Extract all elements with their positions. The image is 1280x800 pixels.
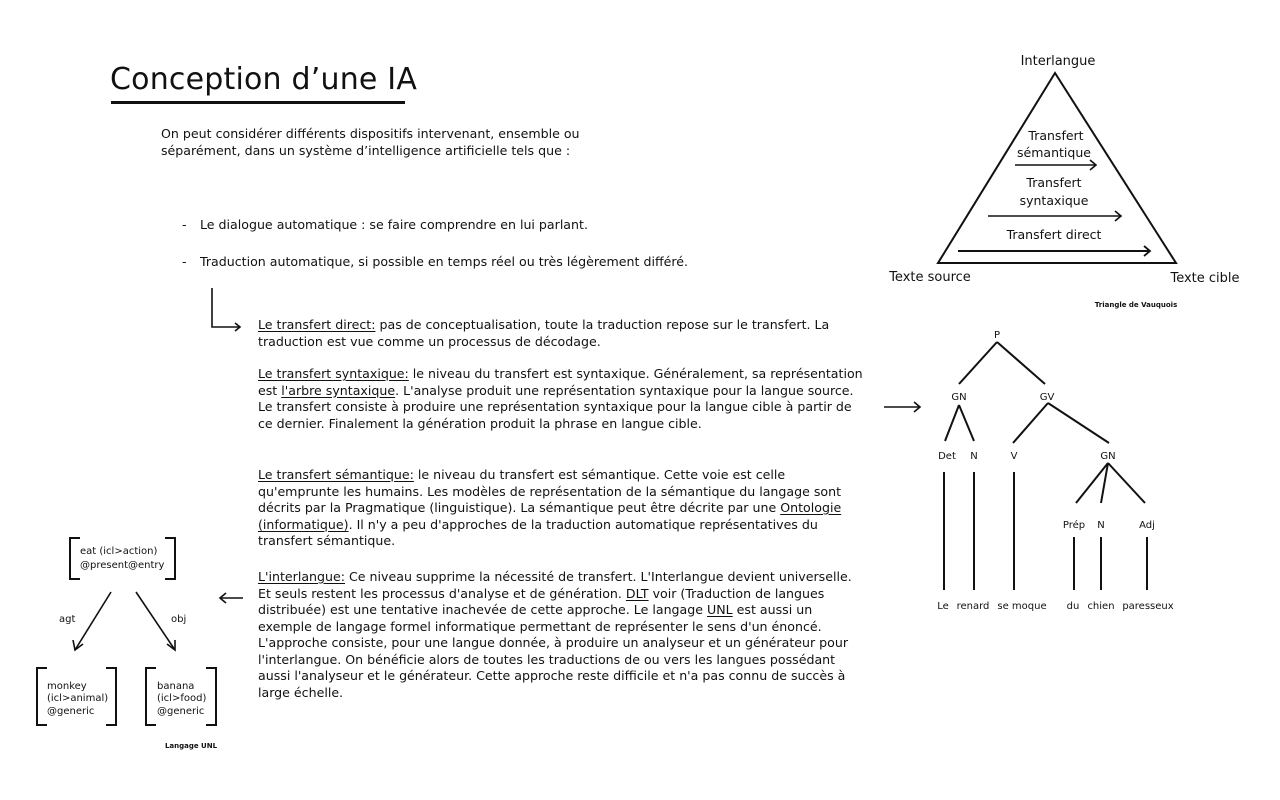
- caption-unl: Langage UNL: [164, 742, 218, 750]
- unl-diagram: [30, 525, 240, 755]
- unl-edge-obj: obj: [171, 614, 187, 625]
- bullet-dash: -: [182, 217, 187, 232]
- elbow-arrow-icon: [200, 285, 250, 335]
- node-gv: GV: [1039, 392, 1055, 403]
- section-text: pas de conceptualisation, toute la traduction repose sur le transfert. La traduction est vue comme un processus de décodage.: [258, 317, 830, 349]
- section-text: . Il n'y a peu d'approches de la traduction automatique représentatives du transfert sémantique.: [258, 516, 818, 548]
- word-leaf: paresseux: [1122, 601, 1174, 612]
- arrow-semantique-icon: [1015, 160, 1096, 170]
- section-transfert-direct: [258, 317, 868, 350]
- bullet-dash: -: [182, 254, 187, 269]
- word-leaf: du: [1066, 601, 1080, 612]
- tree-edges: [944, 342, 1147, 590]
- arrow-obj-icon: [136, 592, 175, 650]
- label-texte-cible: Texte cible: [1170, 271, 1240, 286]
- section-transfert-syntaxique: [258, 366, 868, 432]
- term-interlangue: L'interlangue:: [258, 569, 345, 584]
- node-det: Det: [938, 451, 956, 462]
- word-leaf: se moque: [997, 601, 1047, 612]
- link-ontologie[interactable]: Ontologie (informatique): [258, 500, 842, 532]
- link-dlt[interactable]: DLT: [625, 585, 649, 601]
- node-n: N: [970, 451, 978, 462]
- unl-right-line1: banana: [157, 681, 195, 692]
- unl-left-line2: (icl>animal): [47, 693, 109, 704]
- title-underline: [111, 101, 405, 104]
- section-text: est aussi un exemple de langage formel informatique permettant de représenter le sens d'un énoncé. L'approche consiste, pour une langue donnée, à produire un analyseur et un générateur pour l'interlangue. On bénéficie alors de toutes les traductions de ou vers les langues possédant aussi l'analyseur et le générateur. Cette approche reste difficile et n'a pas connu de succès à large échelle.: [258, 602, 849, 700]
- section-transfert-semantique: [258, 467, 868, 550]
- node-p: P: [993, 330, 1001, 341]
- node-gn: GN: [951, 392, 967, 403]
- unl-left-line1: monkey: [47, 681, 87, 692]
- label-semantique-2: sémantique: [1017, 145, 1091, 160]
- label-syntaxique-2: syntaxique: [1019, 193, 1089, 208]
- arrow-direct-icon: [958, 246, 1150, 256]
- node-adj: Adj: [1139, 520, 1155, 531]
- node-prep: Prép: [1062, 520, 1086, 531]
- unl-edge-agt: agt: [59, 614, 76, 625]
- word-leaf: chien: [1087, 601, 1115, 612]
- unl-right-line2: (icl>food): [157, 693, 207, 704]
- bullet-item: [182, 254, 688, 270]
- word-leaf: Le: [937, 601, 949, 612]
- label-direct: Transfert direct: [1006, 227, 1102, 242]
- label-semantique-1: Transfert: [1028, 128, 1084, 143]
- section-text: le niveau du transfert est syntaxique. Généralement, sa représentation est: [258, 366, 863, 398]
- link-unl[interactable]: UNL: [707, 602, 733, 617]
- caption-vauquois: Triangle de Vauquois: [1094, 301, 1178, 309]
- intro-text: On peut considérer différents dispositifs intervenant, ensemble ou séparément, dans un système d’intelligence artificielle tels que :: [161, 126, 580, 158]
- section-text: le niveau du transfert est sémantique. Cette voie est celle qu'emprunte les humains. Les modèles de représentation de la sémantique du langage sont décrits par la Pragmatique (linguistique). La sémantique peut être décrite par une: [258, 467, 842, 515]
- section-text: voir (Traduction de langues distribuée) est une tentative inachevée de cette approche. Le langage: [258, 585, 825, 617]
- arrow-syntaxique-icon: [988, 211, 1121, 221]
- arrow-agt-icon: [73, 592, 111, 650]
- term-transfert-semantique: Le transfert sémantique:: [258, 467, 414, 482]
- syntax-tree-diagram: [920, 320, 1200, 620]
- node-n: N: [1097, 520, 1105, 531]
- label-syntaxique-1: Transfert: [1026, 175, 1082, 190]
- bullet-item: [182, 217, 588, 233]
- unl-root-line1: eat (icl>action): [80, 546, 158, 557]
- section-text: Ce niveau supprime la nécessité de transfert. L'Interlangue devient universelle. Et seuls restent les processus d'analyse et de génération.: [258, 569, 852, 601]
- word-leaf: renard: [956, 601, 990, 612]
- bullet-text: Le dialogue automatique : se faire comprendre en lui parlant.: [200, 217, 588, 232]
- vauquois-triangle-diagram: [870, 45, 1270, 315]
- node-v: V: [1010, 451, 1018, 462]
- node-gn: GN: [1100, 451, 1116, 462]
- unl-root-line2: @present@entry: [80, 560, 165, 571]
- section-text: . L'analyse produit une représentation syntaxique pour la langue source. Le transfert consiste à produire une représentation syntaxique pour la langue cible à partir de ce dernier. Finalement la génération produit la phrase en langue cible.: [258, 382, 854, 431]
- term-transfert-syntaxique: Le transfert syntaxique:: [258, 366, 409, 381]
- section-interlangue: [258, 569, 868, 701]
- link-arbre-syntaxique[interactable]: l'arbre syntaxique: [281, 382, 396, 398]
- page-title: Conception d’une IA: [110, 62, 418, 97]
- label-interlangue: Interlangue: [1020, 54, 1096, 69]
- bullet-text: Traduction automatique, si possible en temps réel ou très légèrement différé.: [200, 254, 689, 269]
- term-transfert-direct: Le transfert direct:: [258, 317, 376, 332]
- label-texte-source: Texte source: [889, 270, 971, 285]
- unl-right-line3: @generic: [157, 706, 205, 717]
- unl-left-line3: @generic: [47, 706, 95, 717]
